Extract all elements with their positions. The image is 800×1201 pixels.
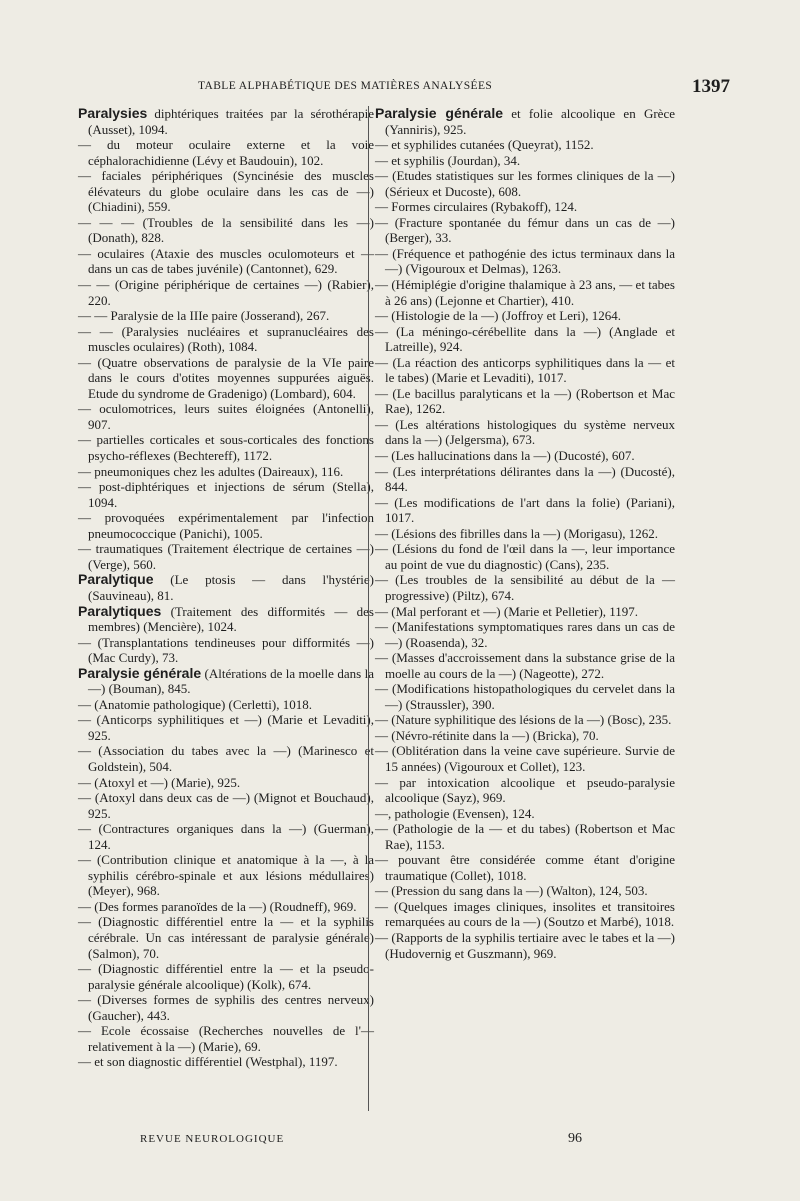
entry-text: — provoquées expérimentalement par l'infection pneumococcique (Panichi), 1005. <box>78 510 374 541</box>
entry-text: — (Anticorps syphilitiques et —) (Marie et Levaditi), 925. <box>78 712 374 743</box>
entry-text: (Le ptosis — dans l'hystérie) (Sauvineau), 81. <box>88 572 374 603</box>
entry-text: — (Pathologie de la — et du tabes) (Robertson et Mac Rae), 1153. <box>375 821 675 852</box>
entry-text: — (Fréquence et pathogénie des ictus terminaux dans la —) (Vigouroux et Delmas), 1263. <box>375 245 675 277</box>
signature-folio: 96 <box>568 1131 582 1146</box>
entry-text: — et syphilis (Jourdan), 34. <box>375 152 521 168</box>
index-entry <box>78 1023 374 1054</box>
index-entry <box>78 992 374 1023</box>
entry-text: — (Des formes paranoïdes de la —) (Roudneff), 969. <box>78 898 357 914</box>
index-entry <box>375 153 675 169</box>
entry-text: — (Nature syphilitique des lésions de la —) (Bosc), 235. <box>375 712 672 728</box>
page-number: 1397 <box>692 76 730 97</box>
entry-text: — (Quelques images cliniques, insolites et transitoires remarquées au cours de la —) (Soutzo et Marbé), 1018. <box>375 898 675 930</box>
entry-text: — Ecole écossaise (Recherches nouvelles de l'— relativement à la —) (Marie), 69. <box>78 1023 374 1054</box>
entry-text: — (Transplantations tendineuses pour difformités —) (Mac Curdy), 73. <box>78 634 374 666</box>
entry-text: — (Les hallucinations dans la —) (Ducosté), 607. <box>375 448 635 464</box>
entry-text: — (Diagnostic différentiel entre la — et la pseudo-paralysie générale alcoolique) (Kolk), 674. <box>78 961 374 992</box>
index-entry <box>375 277 675 308</box>
entry-text: — (Contractures organiques dans la —) (Guerman), 124. <box>78 821 374 852</box>
index-entry <box>375 821 675 852</box>
index-entry <box>78 277 374 308</box>
entry-heading: Paralysies <box>78 105 148 121</box>
entry-text: — faciales périphériques (Syncinésie des muscles élévateurs du globe oculaire dans les cas de —) (Chiadini), 559. <box>78 168 374 215</box>
index-entry <box>375 775 675 806</box>
entry-text: — Formes circulaires (Rybakoff), 124. <box>375 199 578 215</box>
index-entry <box>78 899 374 915</box>
entry-text: — oculomotrices, leurs suites éloignées (Antonelli), 907. <box>78 401 374 432</box>
index-entry <box>78 246 374 277</box>
index-entry <box>78 604 374 635</box>
entry-text: (Traitement des difformités — des membres) (Mencière), 1024. <box>88 603 374 635</box>
index-entry <box>375 681 675 712</box>
entry-text: — — — (Troubles de la sensibilité dans les —) (Donath), 828. <box>78 214 374 246</box>
index-entry <box>78 168 374 215</box>
running-title: TABLE ALPHABÉTIQUE DES MATIÈRES ANALYSÉES <box>198 80 493 92</box>
index-entry <box>375 728 675 744</box>
index-entry <box>78 697 374 713</box>
entry-text: — (Atoxyl dans deux cas de —) (Mignot et Bouchaud), 925. <box>78 790 374 821</box>
entry-text: — (Hémiplégie d'origine thalamique à 23 ans, — et tabes à 26 ans) (Lejonne et Chartier), 410. <box>375 277 675 308</box>
index-entry <box>78 215 374 246</box>
index-entry <box>78 821 374 852</box>
index-entry <box>375 106 675 137</box>
index-entry <box>375 355 675 386</box>
entry-text: — (Les interprétations délirantes dans la —) (Ducosté), 844. <box>375 463 675 495</box>
entry-text: — (Manifestations symptomatiques rares dans un cas de —) (Roasenda), 32. <box>375 619 675 650</box>
index-entry <box>78 324 374 355</box>
journal-name: REVUE NEUROLOGIQUE <box>140 1133 285 1145</box>
index-entry <box>375 199 675 215</box>
entry-heading: Paralytiques <box>78 602 162 619</box>
entry-text: — post-diphtériques et injections de sérum (Stella), 1094. <box>78 479 374 510</box>
entry-text: — (Contribution clinique et anatomique à la —, à la syphilis cérébro-spinale et aux lésions médullaires) (Meyer), 968. <box>78 852 374 899</box>
entry-heading: Paralytique <box>78 571 154 588</box>
index-entry <box>375 930 675 961</box>
index-entry <box>78 432 374 463</box>
entry-text: — (Les altérations histologiques du système nerveux dans la —) (Jelgersma), 673. <box>375 416 675 448</box>
index-entry <box>375 215 675 246</box>
index-entry <box>375 137 675 153</box>
index-entry <box>375 495 675 526</box>
index-entry <box>78 852 374 899</box>
entry-text: — (Lésions du fond de l'œil dans la —, leur importance au point de vue du diagnostic) (Cans), 235. <box>375 541 675 572</box>
index-entry <box>78 355 374 402</box>
index-entry <box>78 790 374 821</box>
index-entry <box>78 401 374 432</box>
index-entry <box>375 386 675 417</box>
entry-text: — (Association du tabes avec la —) (Marinesco et Goldstein), 504. <box>78 743 374 774</box>
index-entry <box>375 572 675 603</box>
index-entry <box>78 541 374 572</box>
entry-text: —, pathologie (Evensen), 124. <box>375 805 535 821</box>
entry-text: — pouvant être considérée comme étant d'origine traumatique (Collet), 1018. <box>375 852 675 883</box>
index-entry <box>78 464 374 480</box>
index-entry <box>375 246 675 277</box>
entry-text: — (La réaction des anticorps syphilitiques dans la — et le tabes) (Marie et Levaditi), 1017. <box>375 354 675 386</box>
index-entry <box>78 743 374 774</box>
index-entry <box>375 743 675 774</box>
index-column-left <box>78 106 374 1070</box>
entry-text: — (Mal perforant et —) (Marie et Pelletier), 1197. <box>375 603 639 619</box>
entry-text: — du moteur oculaire externe et la voie céphalorachidienne (Lévy et Baudouin), 102. <box>78 137 374 168</box>
index-entry <box>78 961 374 992</box>
index-entry <box>78 106 374 137</box>
entry-text: — (Pression du sang dans la —) (Walton), 124, 503. <box>375 883 648 899</box>
entry-heading: Paralysie générale <box>78 664 202 681</box>
index-entry <box>375 464 675 495</box>
index-entry <box>78 479 374 510</box>
entry-text: — et son diagnostic différentiel (Westphal), 1197. <box>78 1054 338 1070</box>
entry-text: — (Modifications histopathologiques du cervelet dans la —) (Straussler), 390. <box>375 681 675 712</box>
index-entry <box>78 775 374 791</box>
entry-text: — (Oblitération dans la veine cave supérieure. Survie de 15 années) (Vigouroux et Collet), 123. <box>375 743 675 774</box>
entry-text: — (Le bacillus paralyticans et la —) (Robertson et Mac Rae), 1262. <box>375 385 675 417</box>
entry-text: — (Etudes statistiques sur les formes cliniques de la —) (Sérieux et Ducoste), 608. <box>375 168 675 199</box>
entry-text: — — (Origine périphérique de certaines —) (Rabier), 220. <box>78 277 374 308</box>
index-entry <box>375 650 675 681</box>
entry-text: — (Diagnostic différentiel entre la — et la syphilis cérébrale. Un cas intéressant de paralysie générale) (Salmon), 70. <box>78 914 374 961</box>
entry-text: — (Fracture spontanée du fémur dans un cas de —) (Berger), 33. <box>375 214 675 246</box>
entry-text: — (Diverses formes de syphilis des centres nerveux) (Gaucher), 443. <box>78 992 374 1023</box>
entry-text: — (Quatre observations de paralysie de la VIe paire dans le cours d'otites moyennes suppurées aiguës. Etude du syndrome de Gradenigo) (Lombard), 604. <box>78 354 374 401</box>
index-entry <box>375 604 675 620</box>
entry-text: — — (Paralysies nucléaires et supranucléaires des muscles oculaires) (Roth), 1084. <box>78 323 374 355</box>
index-entry <box>375 712 675 728</box>
entry-text: — pneumoniques chez les adultes (Daireaux), 116. <box>78 463 344 479</box>
entry-text: — (Névro-rétinite dans la —) (Bricka), 70. <box>375 727 599 743</box>
entry-text: — (Atoxyl et —) (Marie), 925. <box>78 774 241 790</box>
index-entry <box>375 899 675 930</box>
entry-text: — partielles corticales et sous-corticales des fonctions psycho-réflexes (Bechtereff), 1172. <box>78 432 374 464</box>
index-entry <box>78 635 374 666</box>
index-entry <box>375 417 675 448</box>
entry-text: — (Les modifications de l'art dans la folie) (Pariani), 1017. <box>375 494 675 526</box>
entry-text: — (Les troubles de la sensibilité au début de la — progressive) (Piltz), 674. <box>375 572 675 603</box>
entry-text: — (Lésions des fibrilles dans la —) (Morigasu), 1262. <box>375 525 659 541</box>
entry-text: — (Histologie de la —) (Joffroy et Leri), 1264. <box>375 308 621 324</box>
entry-heading: Paralysie générale <box>375 105 503 121</box>
index-entry <box>78 1054 374 1070</box>
index-entry <box>375 883 675 899</box>
entry-text: — (La méningo-cérébellite dans la —) (Anglade et Latreille), 924. <box>375 323 675 355</box>
index-entry <box>375 619 675 650</box>
index-column-right <box>375 106 675 961</box>
running-header <box>70 78 730 100</box>
index-entry <box>78 712 374 743</box>
entry-text: — et syphilides cutanées (Queyrat), 1152. <box>375 137 594 153</box>
index-entry <box>375 448 675 464</box>
entry-text: — par intoxication alcoolique et pseudo-paralysie alcoolique (Sayz), 969. <box>375 774 675 806</box>
index-entry <box>375 324 675 355</box>
index-entry <box>78 914 374 961</box>
entry-text: — traumatiques (Traitement électrique de certaines —) (Verge), 560. <box>78 541 374 572</box>
index-entry <box>375 526 675 542</box>
entry-text: — (Rapports de la syphilis tertiaire avec le tabes et la —) (Hudovernig et Guszmann), 969. <box>375 929 675 961</box>
page-footer <box>140 1133 660 1151</box>
index-entry <box>375 168 675 199</box>
index-entry <box>375 541 675 572</box>
index-entry <box>78 510 374 541</box>
column-divider <box>368 106 369 1111</box>
index-entry <box>375 308 675 324</box>
entry-text: — oculaires (Ataxie des muscles oculomoteurs et — dans un cas de tabes juvénile) (Cantonnet), 629. <box>78 245 374 277</box>
index-entry <box>78 666 374 697</box>
index-entry <box>375 852 675 883</box>
entry-text: (Altérations de la moelle dans la —) (Bouman), 845. <box>88 665 374 697</box>
index-entry <box>78 572 374 603</box>
entry-text: diphtériques traitées par la sérothérapie (Ausset), 1094. <box>88 106 374 137</box>
entry-text: et folie alcoolique en Grèce (Yanniris), 925. <box>385 106 675 137</box>
index-entry <box>78 137 374 168</box>
entry-text: — (Masses d'accroissement dans la substance grise de la moelle au cours de la —) (Nageotte), 272. <box>375 650 675 681</box>
index-entry <box>78 308 374 324</box>
entry-text: — (Anatomie pathologique) (Cerletti), 1018. <box>78 696 312 712</box>
index-entry <box>375 806 675 822</box>
entry-text: — — Paralysie de la IIIe paire (Josserand), 267. <box>78 308 330 324</box>
